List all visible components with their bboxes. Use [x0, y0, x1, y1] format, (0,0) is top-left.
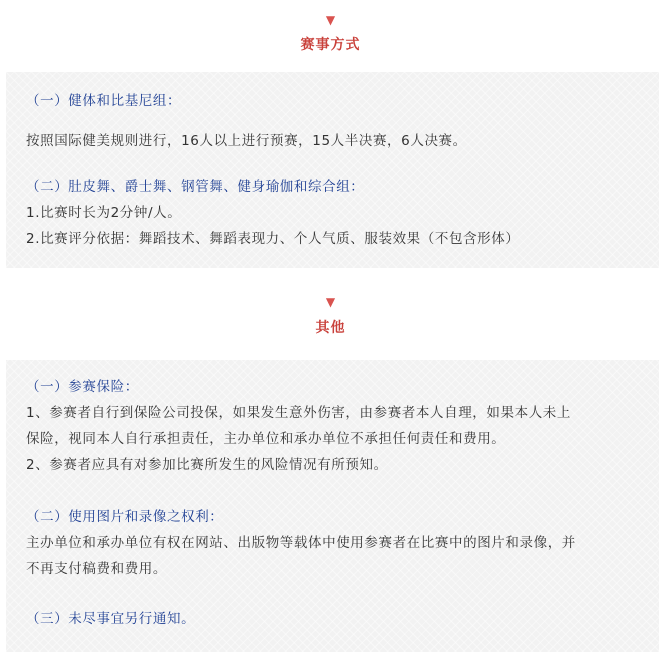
- other-line-7: 不再支付稿费和费用。: [26, 561, 167, 577]
- section-2-card: [6, 360, 659, 652]
- section-1-marker-icon: ▼: [325, 13, 336, 27]
- other-line-5: （二）使用图片和录像之权利：: [26, 509, 224, 525]
- other-line-1: （一）参赛保险：: [26, 379, 139, 395]
- section-1-title: 赛事方式: [300, 37, 361, 53]
- competition-line-2: 按照国际健美规则进行，16人以上进行预赛，15人半决赛，6人决赛。: [26, 133, 467, 149]
- other-line-6: 主办单位和承办单位有权在网站、出版物等载体中使用参赛者在比赛中的图片和录像，并: [26, 535, 576, 551]
- competition-line-4: 1.比赛时长为2分钟/人。: [26, 205, 182, 221]
- other-line-2: 1、参赛者自行到保险公司投保，如果发生意外伤害，由参赛者本人自理，如果本人未上: [26, 405, 571, 421]
- section-1-card: [6, 72, 659, 268]
- competition-line-5: 2.比赛评分依据：舞蹈技术、舞蹈表现力、个人气质、服装效果（不包含形体）: [26, 231, 520, 247]
- other-line-3: 保险，视同本人自行承担责任，主办单位和承办单位不承担任何责任和费用。: [26, 431, 506, 447]
- competition-line-1: （一）健体和比基尼组：: [26, 93, 182, 109]
- other-line-4: 2、参赛者应具有对参加比赛所发生的风险情况有所预知。: [26, 457, 388, 473]
- section-2-title: 其他: [315, 320, 346, 336]
- competition-line-3: （二）肚皮舞、爵士舞、钢管舞、健身瑜伽和综合组：: [26, 179, 365, 195]
- other-line-8: （三）未尽事宜另行通知。: [26, 611, 196, 627]
- section-2-marker-icon: ▼: [325, 295, 336, 309]
